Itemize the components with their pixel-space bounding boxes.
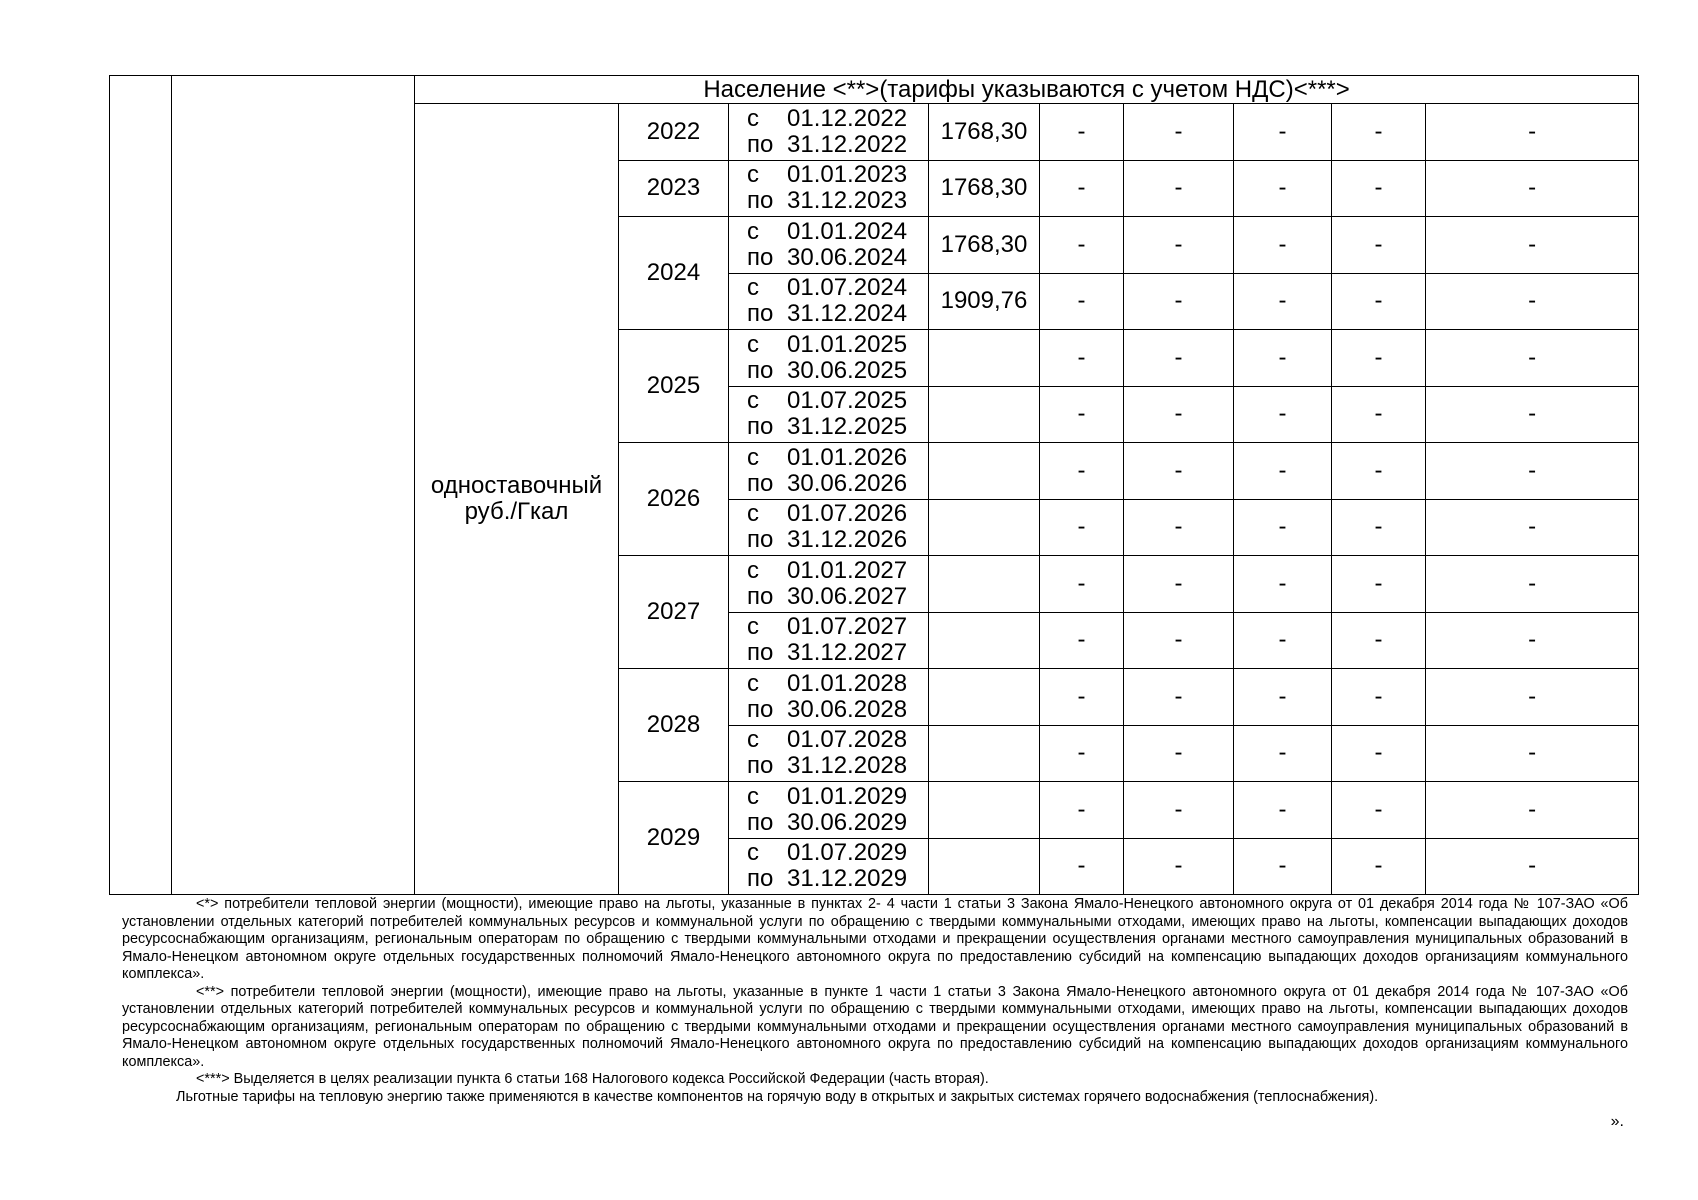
footnote-2: <**> потребители тепловой энергии (мощности), имеющие право на льготы, указанные в пункте 1 части 1 статьи 3 Закона Ямало-Ненецкого автономного округа от 01 декабря 2014 года № 107-ЗАО «Об установлении отдельных категорий потребителей коммунальных ресурсов и коммунальной услуги по обращению с твердыми коммунальными отходами, имеющих право на льготы, компенсации выпадающих доходов ресурсоснабжающим организациям, региональным операторам по обращению с твердыми коммунальными отходами и прекращении осуществления органами местного самоуправления муниципальных образований в Ямало-Ненецком автономном округе отдельных государственных полномочий Ямало-Ненецкого автономного округа по предоставлению субсидий на компенсацию выпадающих доходов организациям коммунального комплекса». [122, 983, 1628, 1070]
tariff-value-cell: 1768,30 [929, 104, 1040, 161]
empty-value-dash: - [1234, 669, 1332, 726]
period-from-date: 01.01.2028 [787, 669, 908, 697]
period-to-date: 30.06.2024 [787, 243, 908, 271]
empty-value-dash: - [1426, 443, 1639, 500]
tariff-value-cell [929, 443, 1040, 500]
empty-value-dash: - [1332, 273, 1426, 330]
empty-value-dash: - [1426, 612, 1639, 669]
section-header: Население <**>(тарифы указываются с учетом НДС)<***> [415, 76, 1639, 104]
period-from-prefix: с [747, 613, 759, 641]
year-cell: 2023 [619, 160, 729, 217]
period-to-date: 30.06.2026 [787, 469, 908, 497]
period-to-prefix: по [747, 639, 774, 667]
empty-value-dash: - [1332, 386, 1426, 443]
empty-value-dash: - [1332, 443, 1426, 500]
empty-value-dash: - [1040, 838, 1124, 895]
period-to-prefix: по [747, 300, 774, 328]
period-cell [729, 330, 929, 387]
empty-value-dash: - [1426, 330, 1639, 387]
period-cell [729, 160, 929, 217]
empty-value-dash: - [1332, 669, 1426, 726]
period-from-prefix: с [747, 556, 759, 584]
empty-value-dash: - [1332, 104, 1426, 161]
section-header-row [110, 76, 1639, 104]
empty-value-dash: - [1040, 443, 1124, 500]
period-from-prefix: с [747, 443, 759, 471]
period-to-prefix: по [747, 582, 774, 610]
empty-value-dash: - [1234, 499, 1332, 556]
empty-value-dash: - [1426, 782, 1639, 839]
empty-value-dash: - [1040, 386, 1124, 443]
empty-value-dash: - [1332, 838, 1426, 895]
empty-value-dash: - [1040, 725, 1124, 782]
tariff-value-cell [929, 612, 1040, 669]
period-from-date: 01.07.2029 [787, 839, 908, 867]
year-cell: 2025 [619, 330, 729, 443]
empty-value-dash: - [1040, 217, 1124, 274]
year-cell: 2026 [619, 443, 729, 556]
period-to-date: 31.12.2025 [787, 413, 908, 441]
empty-value-dash: - [1124, 160, 1234, 217]
period-from-prefix: с [747, 104, 759, 132]
tariff-value-cell [929, 330, 1040, 387]
period-to-prefix: по [747, 187, 774, 215]
period-from-date: 01.01.2025 [787, 330, 908, 358]
empty-value-dash: - [1040, 669, 1124, 726]
empty-value-dash: - [1426, 104, 1639, 161]
empty-value-dash: - [1332, 612, 1426, 669]
empty-value-dash: - [1426, 386, 1639, 443]
tariff-value-cell [929, 386, 1040, 443]
period-cell [729, 782, 929, 839]
year-cell: 2022 [619, 104, 729, 161]
period-cell [729, 104, 929, 161]
empty-value-dash: - [1234, 160, 1332, 217]
period-to-date: 31.12.2024 [787, 300, 908, 328]
footnote-4: Льготные тарифы на тепловую энергию также применяются в качестве компонентов на горячую воду в открытых и закрытых системах горячего водоснабжения (теплоснабжения). [176, 1088, 1379, 1105]
tariff-value-cell [929, 725, 1040, 782]
period-from-date: 01.01.2024 [787, 217, 908, 245]
empty-value-dash: - [1124, 556, 1234, 613]
period-to-date: 30.06.2025 [787, 356, 908, 384]
period-cell [729, 273, 929, 330]
empty-value-dash: - [1124, 612, 1234, 669]
period-to-date: 30.06.2027 [787, 582, 908, 610]
tariff-value-cell: 1768,30 [929, 217, 1040, 274]
period-from-prefix: с [747, 161, 759, 189]
empty-value-dash: - [1040, 612, 1124, 669]
period-from-prefix: с [747, 782, 759, 810]
empty-value-dash: - [1124, 273, 1234, 330]
period-to-date: 31.12.2026 [787, 526, 908, 554]
empty-value-dash: - [1234, 838, 1332, 895]
empty-value-dash: - [1234, 612, 1332, 669]
period-from-prefix: с [747, 330, 759, 358]
empty-value-dash: - [1124, 782, 1234, 839]
period-cell [729, 386, 929, 443]
empty-value-dash: - [1234, 556, 1332, 613]
empty-value-dash: - [1124, 104, 1234, 161]
tariff-value-cell [929, 669, 1040, 726]
empty-value-dash: - [1234, 725, 1332, 782]
period-to-prefix: по [747, 356, 774, 384]
tariff-value-cell [929, 782, 1040, 839]
empty-value-dash: - [1040, 782, 1124, 839]
period-to-prefix: по [747, 413, 774, 441]
empty-value-dash: - [1234, 104, 1332, 161]
tariff-value-cell: 1768,30 [929, 160, 1040, 217]
empty-value-dash: - [1234, 386, 1332, 443]
period-to-date: 31.12.2023 [787, 187, 908, 215]
period-from-prefix: с [747, 726, 759, 754]
empty-value-dash: - [1040, 273, 1124, 330]
empty-value-dash: - [1234, 330, 1332, 387]
empty-value-dash: - [1040, 104, 1124, 161]
year-cell: 2028 [619, 669, 729, 782]
empty-value-dash: - [1124, 443, 1234, 500]
period-cell [729, 217, 929, 274]
empty-value-dash: - [1234, 217, 1332, 274]
empty-value-dash: - [1426, 725, 1639, 782]
empty-value-dash: - [1426, 499, 1639, 556]
period-to-prefix: по [747, 243, 774, 271]
empty-value-dash: - [1234, 273, 1332, 330]
empty-value-dash: - [1040, 499, 1124, 556]
empty-value-dash: - [1124, 669, 1234, 726]
empty-value-dash: - [1426, 160, 1639, 217]
empty-value-dash: - [1040, 556, 1124, 613]
period-from-date: 01.01.2029 [787, 782, 908, 810]
empty-value-dash: - [1124, 725, 1234, 782]
period-from-date: 01.01.2023 [787, 161, 908, 189]
number-cell [110, 76, 172, 895]
tariff-value-cell [929, 838, 1040, 895]
period-to-prefix: по [747, 469, 774, 497]
period-from-prefix: с [747, 387, 759, 415]
empty-value-dash: - [1124, 838, 1234, 895]
period-from-prefix: с [747, 669, 759, 697]
empty-value-dash: - [1426, 556, 1639, 613]
empty-value-dash: - [1124, 330, 1234, 387]
period-to-date: 31.12.2029 [787, 865, 908, 893]
tariff-table-body [110, 76, 1639, 895]
empty-value-dash: - [1332, 725, 1426, 782]
empty-value-dash: - [1426, 217, 1639, 274]
empty-value-dash: - [1234, 443, 1332, 500]
organization-cell [172, 76, 415, 895]
period-to-prefix: по [747, 752, 774, 780]
empty-value-dash: - [1234, 782, 1332, 839]
period-from-prefix: с [747, 500, 759, 528]
empty-value-dash: - [1426, 273, 1639, 330]
period-from-date: 01.12.2022 [787, 104, 908, 132]
tariff-value-cell [929, 556, 1040, 613]
tariff-value-cell [929, 499, 1040, 556]
period-cell [729, 443, 929, 500]
year-cell: 2029 [619, 782, 729, 895]
empty-value-dash: - [1332, 217, 1426, 274]
period-cell [729, 838, 929, 895]
period-to-prefix: по [747, 130, 774, 158]
tariff-table [109, 75, 1639, 895]
period-from-prefix: с [747, 274, 759, 302]
period-from-date: 01.07.2025 [787, 387, 908, 415]
empty-value-dash: - [1332, 499, 1426, 556]
period-from-date: 01.01.2027 [787, 556, 908, 584]
closing-quote: ». [1610, 1113, 1624, 1130]
period-to-date: 31.12.2022 [787, 130, 908, 158]
period-from-date: 01.01.2026 [787, 443, 908, 471]
period-from-date: 01.07.2024 [787, 274, 908, 302]
tariff-type-label: одноставочный руб./Гкал [415, 104, 619, 895]
year-cell: 2027 [619, 556, 729, 669]
period-cell [729, 499, 929, 556]
empty-value-dash: - [1332, 160, 1426, 217]
empty-value-dash: - [1332, 330, 1426, 387]
period-to-prefix: по [747, 808, 774, 836]
period-to-date: 30.06.2028 [787, 695, 908, 723]
period-cell [729, 669, 929, 726]
empty-value-dash: - [1124, 499, 1234, 556]
period-to-date: 30.06.2029 [787, 808, 908, 836]
empty-value-dash: - [1040, 160, 1124, 217]
period-from-date: 01.07.2028 [787, 726, 908, 754]
period-from-date: 01.07.2026 [787, 500, 908, 528]
year-cell: 2024 [619, 217, 729, 330]
empty-value-dash: - [1040, 330, 1124, 387]
period-cell [729, 612, 929, 669]
tariff-value-cell: 1909,76 [929, 273, 1040, 330]
footnotes [122, 896, 1628, 1106]
period-to-prefix: по [747, 865, 774, 893]
period-from-prefix: с [747, 839, 759, 867]
empty-value-dash: - [1124, 217, 1234, 274]
footnote-3: <***> Выделяется в целях реализации пункта 6 статьи 168 Налогового кодекса Российской Федерации (часть вторая). [196, 1071, 989, 1087]
period-to-prefix: по [747, 695, 774, 723]
period-from-date: 01.07.2027 [787, 613, 908, 641]
period-cell [729, 725, 929, 782]
period-to-date: 31.12.2028 [787, 752, 908, 780]
period-cell [729, 556, 929, 613]
empty-value-dash: - [1332, 782, 1426, 839]
empty-value-dash: - [1426, 669, 1639, 726]
empty-value-dash: - [1426, 838, 1639, 895]
empty-value-dash: - [1332, 556, 1426, 613]
footnote-1: <*> потребители тепловой энергии (мощности), имеющие право на льготы, указанные в пунктах 2- 4 части 1 статьи 3 Закона Ямало-Ненецкого автономного округа от 01 декабря 2014 года № 107-ЗАО «Об установлении отдельных категорий потребителей коммунальных ресурсов и коммунальной услуги по обращению с твердыми коммунальными отходами, имеющих право на льготы, компенсации выпадающих доходов ресурсоснабжающим организациям, региональным операторам по обращению с твердыми коммунальными отходами и прекращении осуществления органами местного самоуправления муниципальных образований в Ямало-Ненецком автономном округе отдельных государственных полномочий Ямало-Ненецкого автономного округа по предоставлению субсидий на компенсацию выпадающих доходов организациям коммунального комплекса». [122, 896, 1628, 982]
period-from-prefix: с [747, 217, 759, 245]
empty-value-dash: - [1124, 386, 1234, 443]
period-to-prefix: по [747, 526, 774, 554]
period-to-date: 31.12.2027 [787, 639, 908, 667]
